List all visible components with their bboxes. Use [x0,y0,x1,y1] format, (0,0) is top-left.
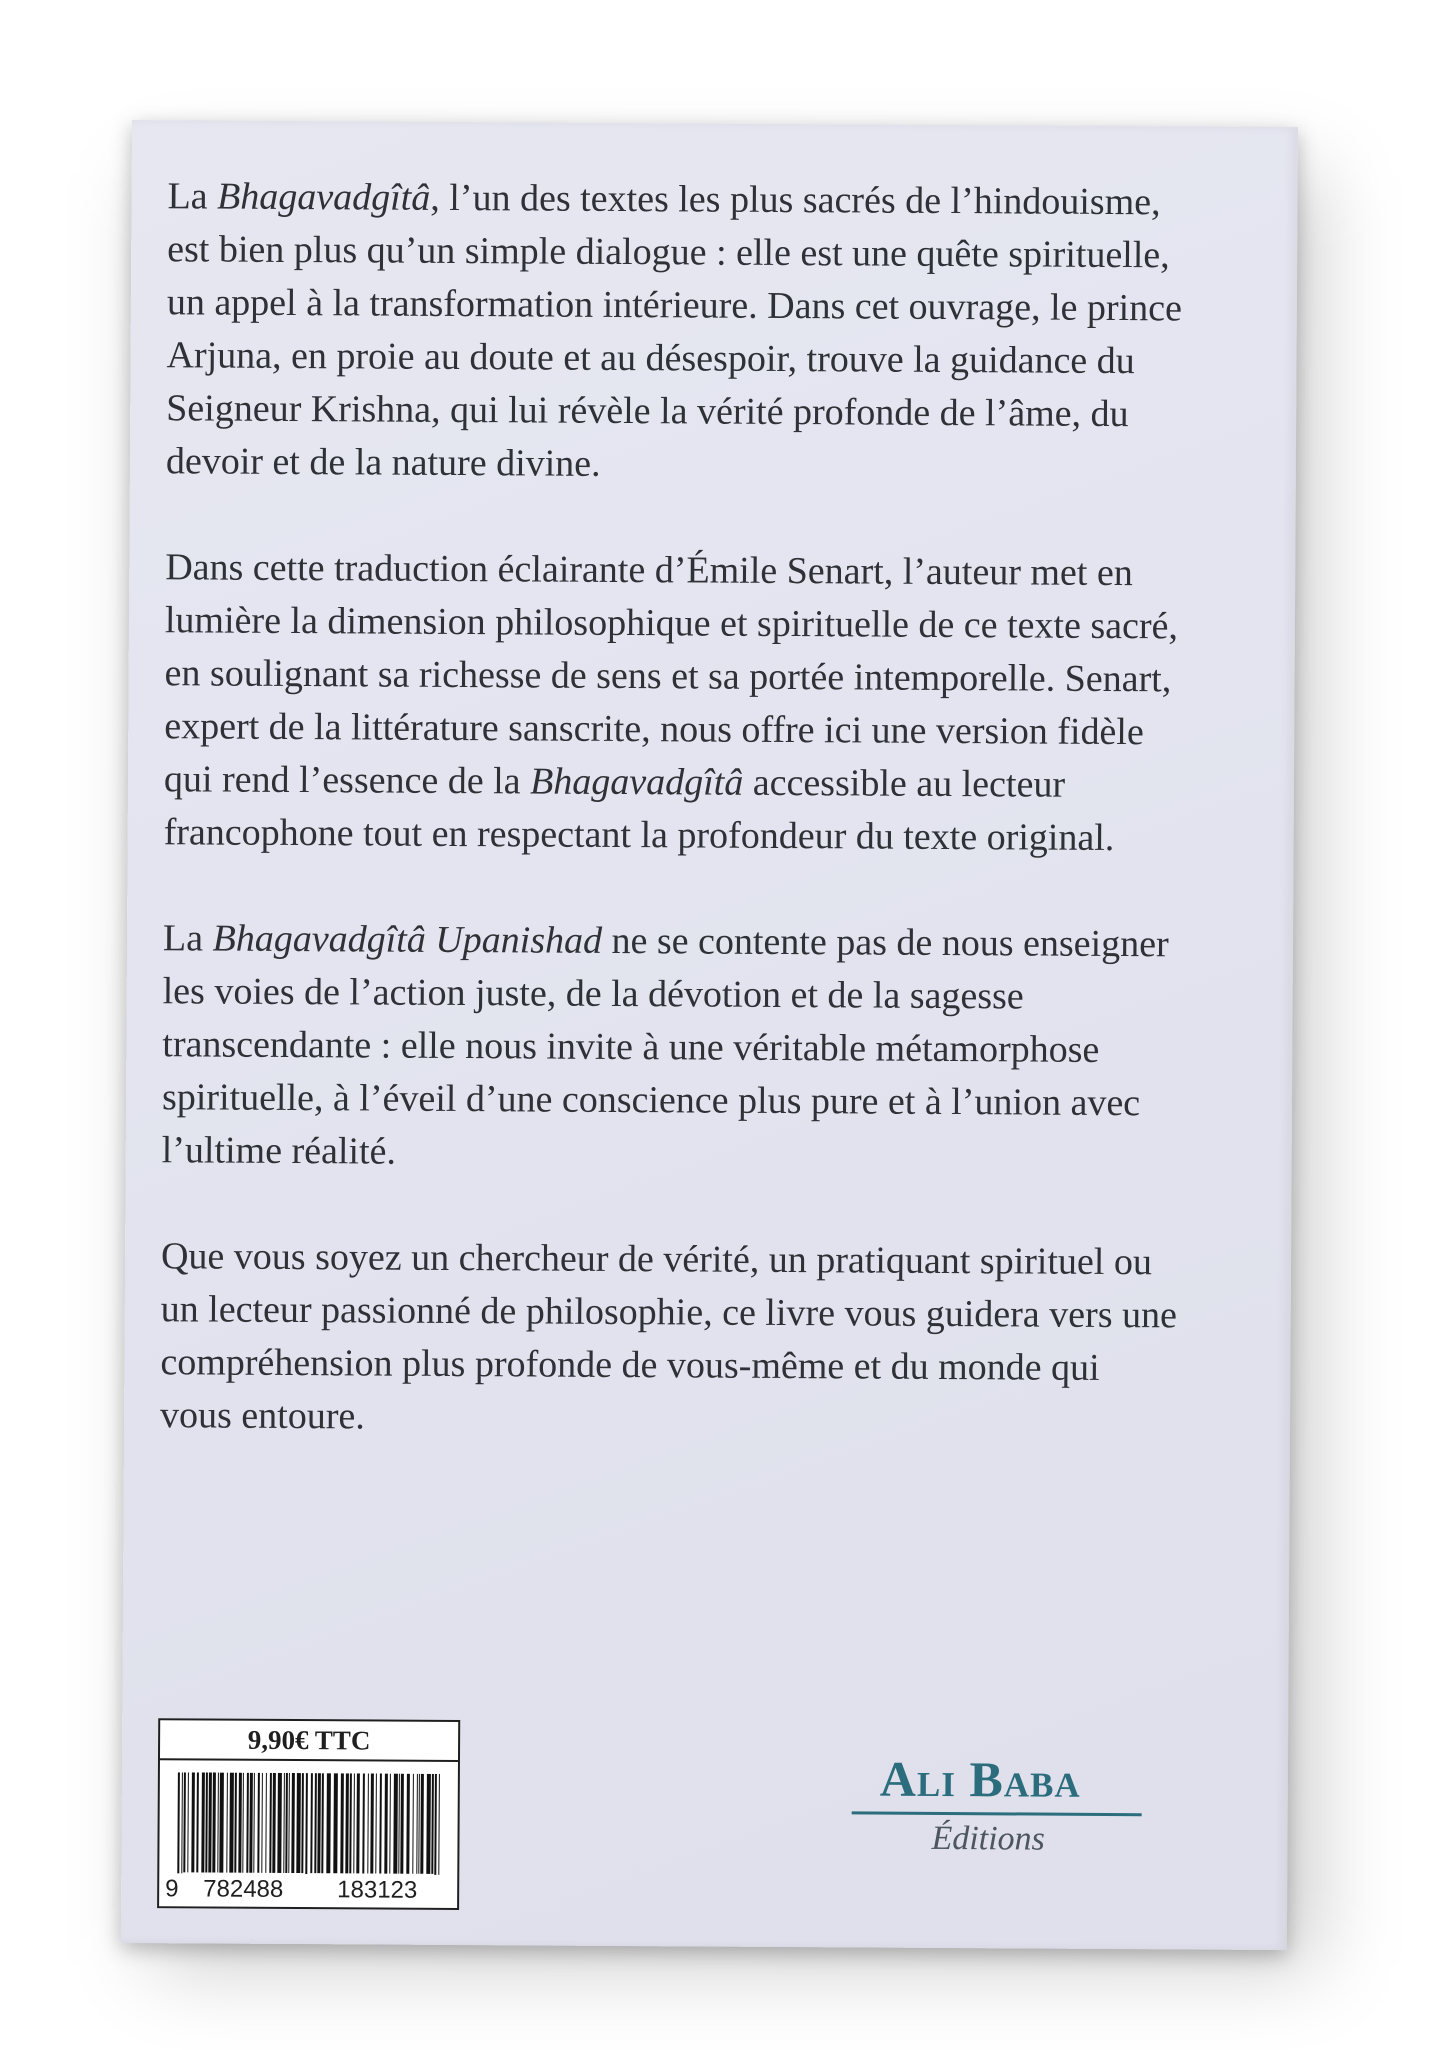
barcode-bar [249,1773,253,1873]
logo-underline [852,1811,1142,1816]
blurb-paragraph [163,541,1185,865]
barcode-bar [265,1773,267,1873]
barcode-bar [326,1773,331,1873]
isbn-first-digit: 9 [163,1875,181,1903]
barcode-bar [277,1773,282,1873]
barcode-bar [398,1774,400,1874]
barcode-bar [257,1773,260,1873]
barcode-bar [384,1774,388,1874]
barcode-bar [370,1773,374,1873]
barcode-bar [242,1773,244,1873]
barcode-bar [296,1773,301,1873]
barcode-bar [212,1773,216,1873]
barcode-bar [321,1773,324,1873]
barcode-bar [269,1773,272,1873]
blurb-paragraph [166,170,1188,494]
isbn-right-group: 183123 [335,1876,419,1905]
isbn-digits [163,1873,453,1905]
barcode-bar [291,1773,295,1873]
text-run: Dans cette traduction éclairante d’Émile Senart, l’auteur met en lumière la dimension philosophique et spirituelle de ce texte sacré, en soulignant sa richesse de sens et sa portée intemporelle. Senart, expert de la littérature sanscrite, nous offre ici une version fidèle qui rend l’essence de la [163,546,1179,803]
barcode-bar [418,1774,420,1874]
barcode-bar [420,1774,424,1874]
blurb-text [160,170,1188,1448]
barcode-bar [317,1773,321,1873]
barcode-bar [301,1773,304,1873]
barcode-bar [416,1774,418,1874]
barcode-bar [288,1773,290,1873]
book-back-cover [121,120,1298,1950]
barcode-bar [340,1773,344,1873]
barcode-bar [310,1773,313,1873]
barcode-bar [431,1774,434,1874]
publisher-logo [851,1749,1142,1871]
barcode-bar [187,1772,189,1872]
text-run: ne se contente pas de nous enseigner les voies de l’action juste, de la dévotion et de la sagesse transcendante : elle nous invite à une véritable métamorphose spirituelle, à l’éveil d’une conscience plus pure et à l’union avec l’ultime réalité. [161,919,1169,1173]
barcode-bar [238,1773,242,1873]
barcode-bar [196,1772,199,1872]
barcode-bar [253,1773,255,1873]
barcode-bar [393,1774,398,1874]
italic-title-run: Bhagavadgîtâ Upanishad [212,917,603,962]
publisher-name: Ali Baba [879,1750,1081,1808]
text-run: La [162,917,213,960]
italic-title-run: Bhagavadgîtâ [216,175,431,219]
barcode-bar [379,1774,382,1874]
barcode-bar [226,1773,228,1873]
barcode-bar [389,1774,391,1874]
text-run: accessible au lecteur francophone tout en respectant la profondeur du texte original. [163,761,1115,860]
publisher-subtitle: Éditions [931,1819,1045,1858]
barcode-bar [412,1774,414,1874]
barcode-bar [375,1774,377,1874]
isbn-left-group: 782488 [201,1875,285,1904]
price-label: 9,90€ TTC [160,1720,458,1762]
barcode-bar [345,1773,349,1873]
barcode-bar [261,1773,263,1873]
barcode-bar [183,1772,186,1872]
barcode-bar [234,1773,237,1873]
italic-title-run: Bhagavadgîtâ [529,760,744,804]
barcode-bar [229,1773,234,1873]
barcode-bar [272,1773,276,1873]
blurb-paragraph [162,912,1184,1183]
barcode-bar [353,1773,355,1873]
barcode-bar [314,1773,317,1873]
barcode-bar [219,1773,224,1873]
barcode-bar [400,1774,404,1874]
barcode-bar [362,1773,365,1873]
barcode-bar [426,1774,431,1874]
text-run: Que vous soyez un chercheur de vérité, un pratiquant spirituel ou un lecteur passionné de philosophie, ce livre vous guidera vers une compréhension plus profonde de vous-même et du monde qui vous entoure. [159,1235,1178,1438]
barcode-bar [406,1774,410,1874]
text-run: La [167,175,218,218]
text-run: , l’un des textes les plus sacrés de l’hindouisme, est bien plus qu’un simple dialogue : elle est une quête spirituelle, un appel à la transformation intérieure. Dans cet ouvrage, le prince Arjuna, en proie au doute et au désespoir, trouve la guidance du Seigneur Krishna, qui lui révèle la vérité profonde de l’âme, du devoir et de la nature divine. [165,176,1183,485]
barcode-bar [367,1773,369,1873]
barcode-bar [356,1773,360,1873]
price-barcode-box [157,1718,460,1910]
barcode-bar [246,1773,249,1873]
barcode-bar [283,1773,285,1873]
barcode-bar [205,1772,208,1872]
barcode-bar [217,1773,219,1873]
barcode-bar [208,1773,212,1873]
barcode-bar [191,1772,195,1872]
blurb-paragraph [160,1230,1181,1448]
barcode-bar [333,1773,338,1873]
barcode-bar [285,1773,288,1873]
barcode-bar [201,1772,205,1872]
barcode-bar [349,1773,352,1873]
